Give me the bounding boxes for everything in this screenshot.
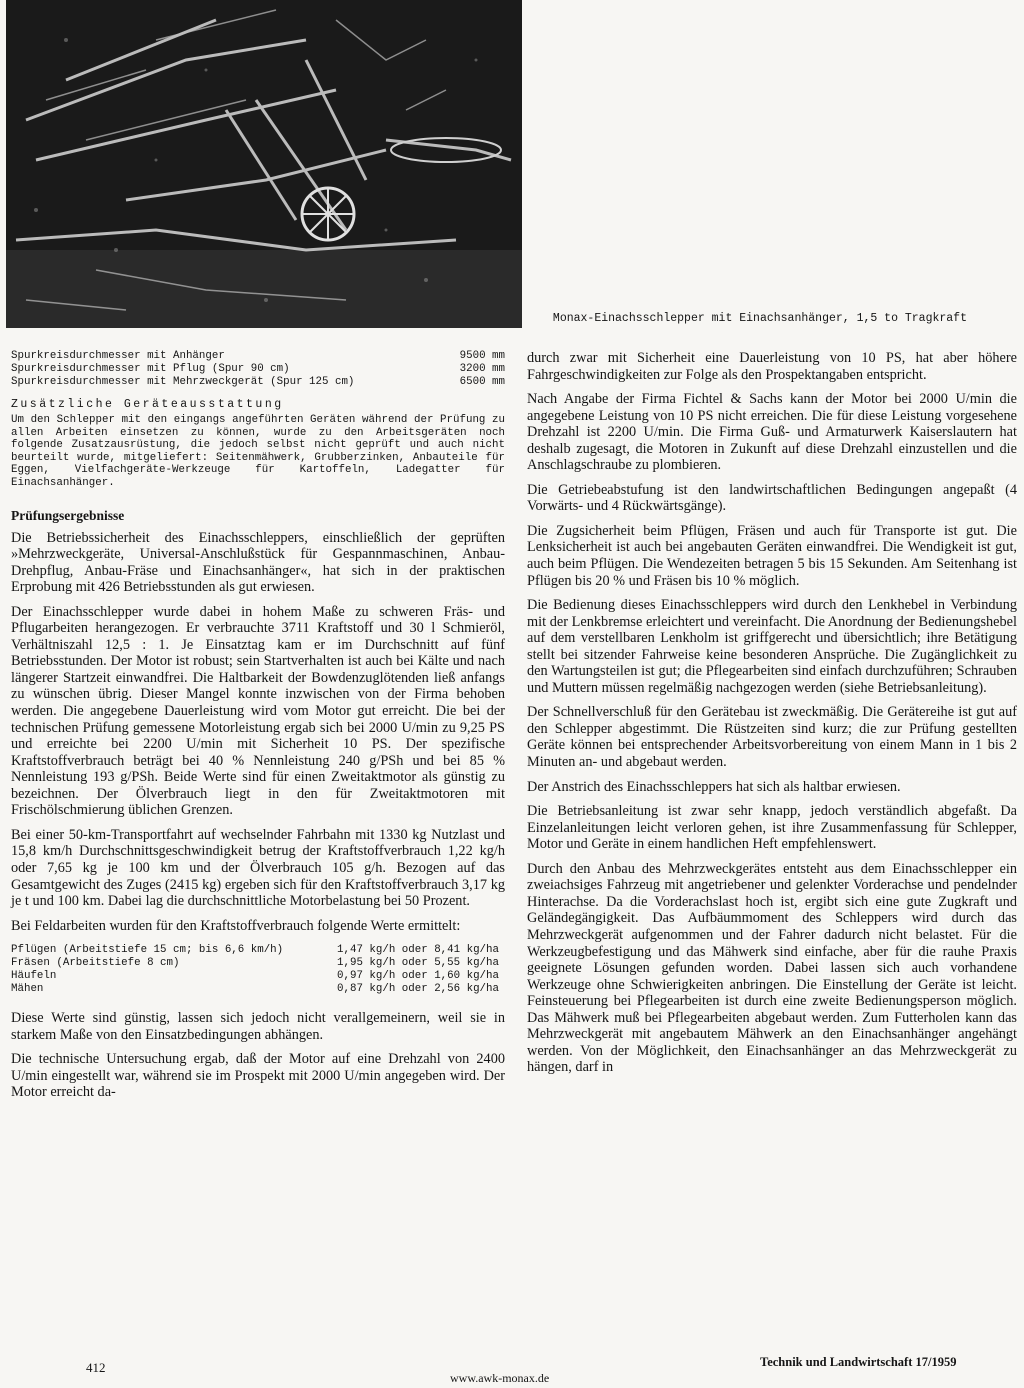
measurement-label: Pflügen (Arbeitstiefe 15 cm; bis 6,6 km/h) xyxy=(11,944,284,957)
spec-label: Spurkreisdurchmesser mit Mehrzweckgerät (Spur 125 cm) xyxy=(11,376,355,388)
source-url: www.awk-monax.de xyxy=(450,1371,550,1385)
spec-value: 3200 mm xyxy=(459,363,505,375)
measurement-row xyxy=(11,944,505,957)
spec-row xyxy=(11,376,505,389)
measurement-row xyxy=(11,957,505,970)
paragraph: Durch den Anbau des Mehrzweckgerätes entsteht aus dem Einachsschlepper ein zweiachsiges Fahrzeug mit angetriebener und gelenkter Vorderachse und pendelnder Hinterachse. Da die Vorderachslast hoch ist, ergibt sich eine gute Zugkraft und Geländegängigkeit. Das Aufbäummoment des Schleppers wird durch das Mehrzweckgerät aufgenommen und der Fahrer dadurch nicht belastet. Für die Werkzeugbefestigung und das Mähwerk sind einfache, aber für die rauhe Praxis geeignete Lösungen gefunden worden. Dabei lassen sich auch vorhandene Werkzeuge ohne Schwierigkeiten anbringen. Die Einstellung der Geräte ist leicht. Feinsteuerung bei Pflegearbeiten ist durch eine zweite Bedienungsperson möglich. Das Mähwerk muß bei Pflegearbeiten abgebaut werden. Zum Futterholen kann das Mehrzweckgerät mit angebautem Mähwerk an den Einachsanhänger angehängt werden. Von der Möglichkeit, den Einachsanhänger an das Mehrzweckgerät zu hängen, darf in xyxy=(527,860,1017,1076)
spec-label: Spurkreisdurchmesser mit Anhänger xyxy=(11,350,225,362)
left-column xyxy=(11,350,505,1109)
measurement-value: 0,97 kg/h oder 1,60 kg/ha xyxy=(337,970,499,983)
measurement-table xyxy=(11,944,505,996)
paragraph: Die Getriebeabstufung ist den landwirtschaftlichen Bedingungen angepaßt (4 Vorwärts- und 4 Rückwärtsgänge). xyxy=(527,481,1017,515)
right-column xyxy=(527,350,1017,1084)
measurement-value: 1,95 kg/h oder 5,55 kg/ha xyxy=(337,957,499,970)
tractor-photo xyxy=(6,0,522,328)
spec-row xyxy=(11,350,505,363)
spec-row xyxy=(11,363,505,376)
spec-value: 9500 mm xyxy=(459,350,505,362)
measurement-value: 0,87 kg/h oder 2,56 kg/ha xyxy=(337,983,499,996)
zusatz-heading: Zusätzliche Geräteausstattung xyxy=(11,398,284,411)
measurement-row xyxy=(11,970,505,983)
journal-reference: Technik und Landwirtschaft 17/1959 xyxy=(760,1355,957,1369)
paragraph: Die Betriebssicherheit des Einachsschleppers, einschließlich der geprüften »Mehrzweckgeräte, Universal-Anschlußstück für Gespannmaschinen, Anbau-Drehpflug, Anbau-Fräse und Einachsanhänger«, hat sich in der praktischen Erprobung mit 426 Betriebsstunden als gut erwiesen. xyxy=(11,529,505,596)
paragraph: Bei einer 50-km-Transportfahrt auf wechselnder Fahrbahn mit 1330 kg Nutzlast und 15,8 km/h Durchschnittsgeschwindigkeit betrug der Kraftstoffverbrauch 1,22 kg/h oder 7,65 kg je 100 km und der Ölverbrauch 105 g/h. Bezogen auf das Gesamtgewicht des Zuges (2415 kg) ergeben sich für den Kraftstoffverbrauch 3,17 kg je t und 100 km. Dabei lag die durchschnittliche Motorbelastung bei 50 Prozent. xyxy=(11,826,505,910)
paragraph: Die Betriebsanleitung ist zwar sehr knapp, jedoch verständlich abgefaßt. Da Einzelanleitungen leicht verloren gehen, ist ihre Zusammenfassung für Schlepper, Motor und Geräte in einem handlichen Heft empfehlenswert. xyxy=(527,803,1017,853)
page-number: 412 xyxy=(86,1360,106,1375)
measurement-row xyxy=(11,983,505,996)
paragraph: Der Schnellverschluß für den Gerätebau ist zweckmäßig. Die Gerätereihe ist gut auf den Schlepper abgestimmt. Die Rüstzeiten sind kurz; die zur Prüfung gestellten Geräte können bei entsprechender Arbeitsvorbereitung von einem Mann in 1 bis 2 Minuten an- und abgebaut werden. xyxy=(527,704,1017,771)
paragraph: Nach Angabe der Firma Fichtel & Sachs kann der Motor bei 2000 U/min die angegebene Leistung von 10 PS nicht erreichen. Die für diese Leistung vorgesehene Drehzahl ist 2200 U/min. Die Firma Guß- und Armaturwerk Kaiserslautern hat deshalb zugesagt, die Motoren in Zukunft auf diese Drehzahl einzustellen und die Anschlagschraube zu plombieren. xyxy=(527,391,1017,474)
measurement-label: Fräsen (Arbeitstiefe 8 cm) xyxy=(11,957,180,970)
spec-label: Spurkreisdurchmesser mit Pflug (Spur 90 cm) xyxy=(11,363,290,375)
measurement-label: Mähen xyxy=(11,983,44,996)
figure-caption: Monax-Einachsschlepper mit Einachsanhänger, 1,5 to Tragkraft xyxy=(552,312,967,325)
section-heading: Prüfungsergebnisse xyxy=(11,507,125,523)
paragraph: Die Zugsicherheit beim Pflügen, Fräsen und auch für Transporte ist gut. Die Lenksicherheit ist auch bei angebauten Geräten einwandfrei. Die Wendigkeit ist gut, auch beim Pflügen. Die Wendezeiten betragen 5 bis 15 Sekunden. Am Seitenhang ist Pflügen bis 20 % und Fräsen bis 10 % möglich. xyxy=(527,522,1017,589)
spec-table xyxy=(11,350,505,389)
spec-value: 6500 mm xyxy=(459,376,505,388)
paragraph: Der Anstrich des Einachsschleppers hat sich als haltbar erwiesen. xyxy=(527,778,901,795)
paragraph: Die Bedienung dieses Einachsschleppers wird durch den Lenkhebel in Verbindung mit der Lenkbremse erleichtert und vereinfacht. Die Anordnung der Bedienungshebel auf dem verstellbaren Lenkholm ist griffgerecht und übersichtlich; ihre Betätigung stellt bei sitzender Fahrweise keine besonderen Ansprüche. Die Zugänglichkeit zu den Wartungsteilen ist gut; die Pflegearbeiten sind einfach durchzuführen; Schrauben und Muttern müssen regelmäßig nachgezogen werden (siehe Betriebsanleitung). xyxy=(527,597,1017,696)
paragraph: Der Einachsschlepper wurde dabei in hohem Maße zu schweren Fräs- und Pflugarbeiten herangezogen. Er verbrauchte 3711 Kraftstoff und 30 l Schmieröl, Verhältniszahl 12,5 : 1. Je Einsatztag kam er im Durchschnitt auf fünf Betriebsstunden. Der Motor ist robust; sein Startverhalten ist auch bei Kälte und nach längerer Startzeit einwandfrei. Die Haltbarkeit der Bowdenzuglötenden ließ anfangs zu wünschen übrig. Dieser Mangel konnte inzwischen von der Firma behoben werden. Die angegebene Dauerleistung wird vom Motor gut erreicht. Die bei der technischen Prüfung gemessene Motorleistung ergab sich bei 2000 U/min zu 9,25 PS und erreichte bei 2200 U/min mit Sicherheit 10 PS. Der spezifische Kraftstoffverbrauch beträgt bei 40 % Nennleistung 240 g/PSh und bei 85 % Nennleistung 193 g/PSh. Beide Werte sind für einen Zweitaktmotor als günstig zu bezeichnen. Der Ölverbrauch liegt in den für Zweitaktmotoren mit Frischölschmierung üblichen Grenzen. xyxy=(11,603,505,819)
measurement-label: Häufeln xyxy=(11,970,57,983)
zusatz-text: Um den Schlepper mit den eingangs angeführten Geräten während der Prüfung zu allen Arbeiten einsetzen zu können, wurde zu den Arbeitsgeräten noch folgende Zusatzausrüstung, die jedoch selbst nicht geprüft und auch nicht beurteilt wurde, mitgeliefert: Seitenmähwerk, Grubberzinken, Anbauteile für Eggen, Vielfachgeräte-Werkzeuge für Kartoffeln, Ladegatter für Einachsanhänger. xyxy=(11,414,505,489)
paragraph: durch zwar mit Sicherheit eine Dauerleistung von 10 PS, hat aber höhere Fahrgeschwindigkeiten zur Folge als den Prospektangaben entspricht. xyxy=(527,350,1017,383)
paragraph: Diese Werte sind günstig, lassen sich jedoch nicht verallgemeinern, weil sie in starkem Maße von den Einsatzbedingungen abhängen. xyxy=(11,1010,505,1043)
paragraph: Bei Feldarbeiten wurden für den Kraftstoffverbrauch folgende Werte ermittelt: xyxy=(11,917,461,934)
measurement-value: 1,47 kg/h oder 8,41 kg/ha xyxy=(337,944,499,957)
paragraph: Die technische Untersuchung ergab, daß der Motor auf eine Drehzahl von 2400 U/min eingestellt war, während sie im Prospekt mit 2000 U/min angegeben wird. Der Motor erreicht da- xyxy=(11,1051,505,1101)
